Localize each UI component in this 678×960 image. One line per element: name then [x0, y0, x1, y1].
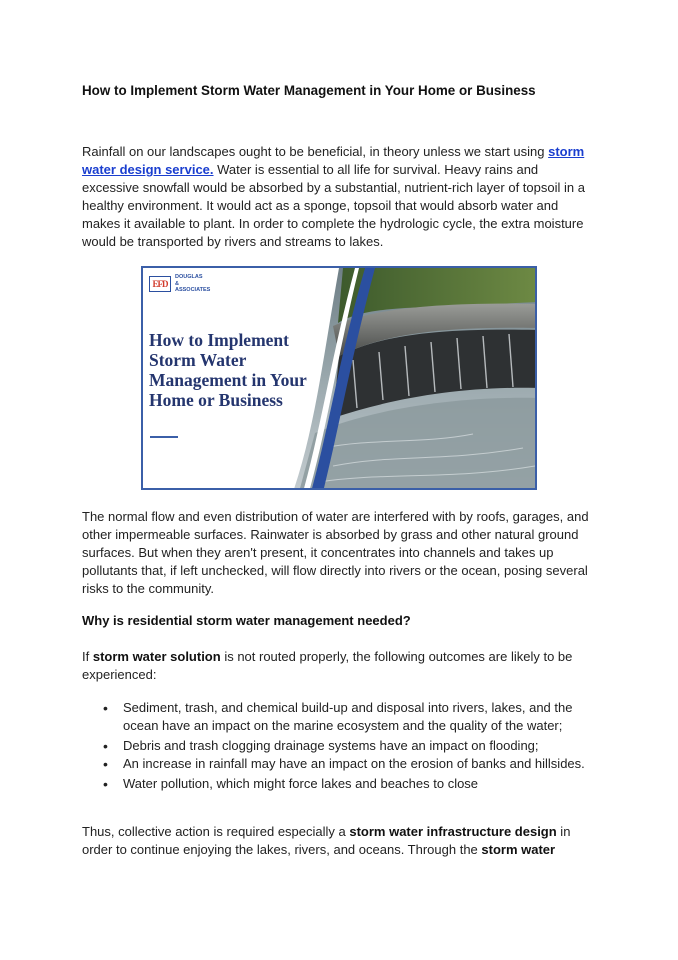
- section-heading: Why is residential storm water management needed?: [82, 613, 411, 628]
- intro-text-start: Rainfall on our landscapes ought to be beneficial, in theory unless we start using: [82, 144, 549, 159]
- storm-water-design-service-link[interactable]: storm water design service.: [82, 144, 585, 177]
- douglas-associates-logo: [149, 274, 215, 294]
- list-item: • An increase in rainfall may have an impact on the erosion of banks and hillsides.: [82, 755, 590, 773]
- page-title: How to Implement Storm Water Management in Your Home or Business: [82, 83, 536, 98]
- outcomes-text-start: If: [82, 649, 93, 664]
- logo-text: [175, 274, 215, 294]
- storm-water-bold: storm water: [481, 842, 556, 857]
- collective-text-start: Thus, collective action is required especially a: [82, 824, 350, 839]
- article-banner-image: [141, 266, 537, 490]
- storm-water-solution-bold: storm water solution: [92, 649, 221, 664]
- logo-mark: EFD: [149, 276, 171, 292]
- intro-paragraph: [82, 143, 590, 251]
- list-item: • Sediment, trash, and chemical build-up and disposal into rivers, lakes, and the ocean have an impact on the marine ecosystem and the quality of the water;: [82, 699, 590, 735]
- outcomes-list: [82, 699, 590, 793]
- outcomes-intro-paragraph: [82, 648, 590, 684]
- banner-heading: How to Implement Storm Water Management in Your Home or Business: [149, 330, 307, 410]
- logo-line-2: & ASSOCIATES: [175, 280, 211, 293]
- outcomes-text-end: is not routed properly, the following outcomes are likely to be experienced:: [82, 649, 573, 682]
- collective-action-paragraph: [82, 823, 590, 859]
- impermeable-surfaces-paragraph: The normal flow and even distribution of water are interfered with by roofs, garages, and other impermeable surfaces. Rainwater is absorbed by grass and other natural ground surfaces. But when they aren't present, it concentrates into channels and takes up pollutants that, if left unchecked, will flow directly into rivers or the ocean, posing several risks to the community.: [82, 509, 589, 596]
- list-item: • Debris and trash clogging drainage systems have an impact on flooding;: [82, 737, 590, 755]
- list-item: • Water pollution, which might force lakes and beaches to close: [82, 775, 590, 793]
- intro-text-end: Water is essential to all life for survival. Heavy rains and excessive snowfall would be absorbed by a substantial, nutrient-rich layer of topsoil in a healthy environment. It would act as a sponge, topsoil that would absorb water and makes it available to plant. In order to complete the hydrologic cycle, the extra moisture would be transported by rivers and streams to lakes.: [82, 162, 585, 249]
- banner-underline: [150, 436, 178, 438]
- infrastructure-design-bold: storm water infrastructure design: [349, 824, 557, 839]
- collective-text-middle: in order to continue enjoying the lakes, rivers, and oceans. Through the: [82, 824, 571, 857]
- logo-line-1: DOUGLAS: [175, 274, 203, 280]
